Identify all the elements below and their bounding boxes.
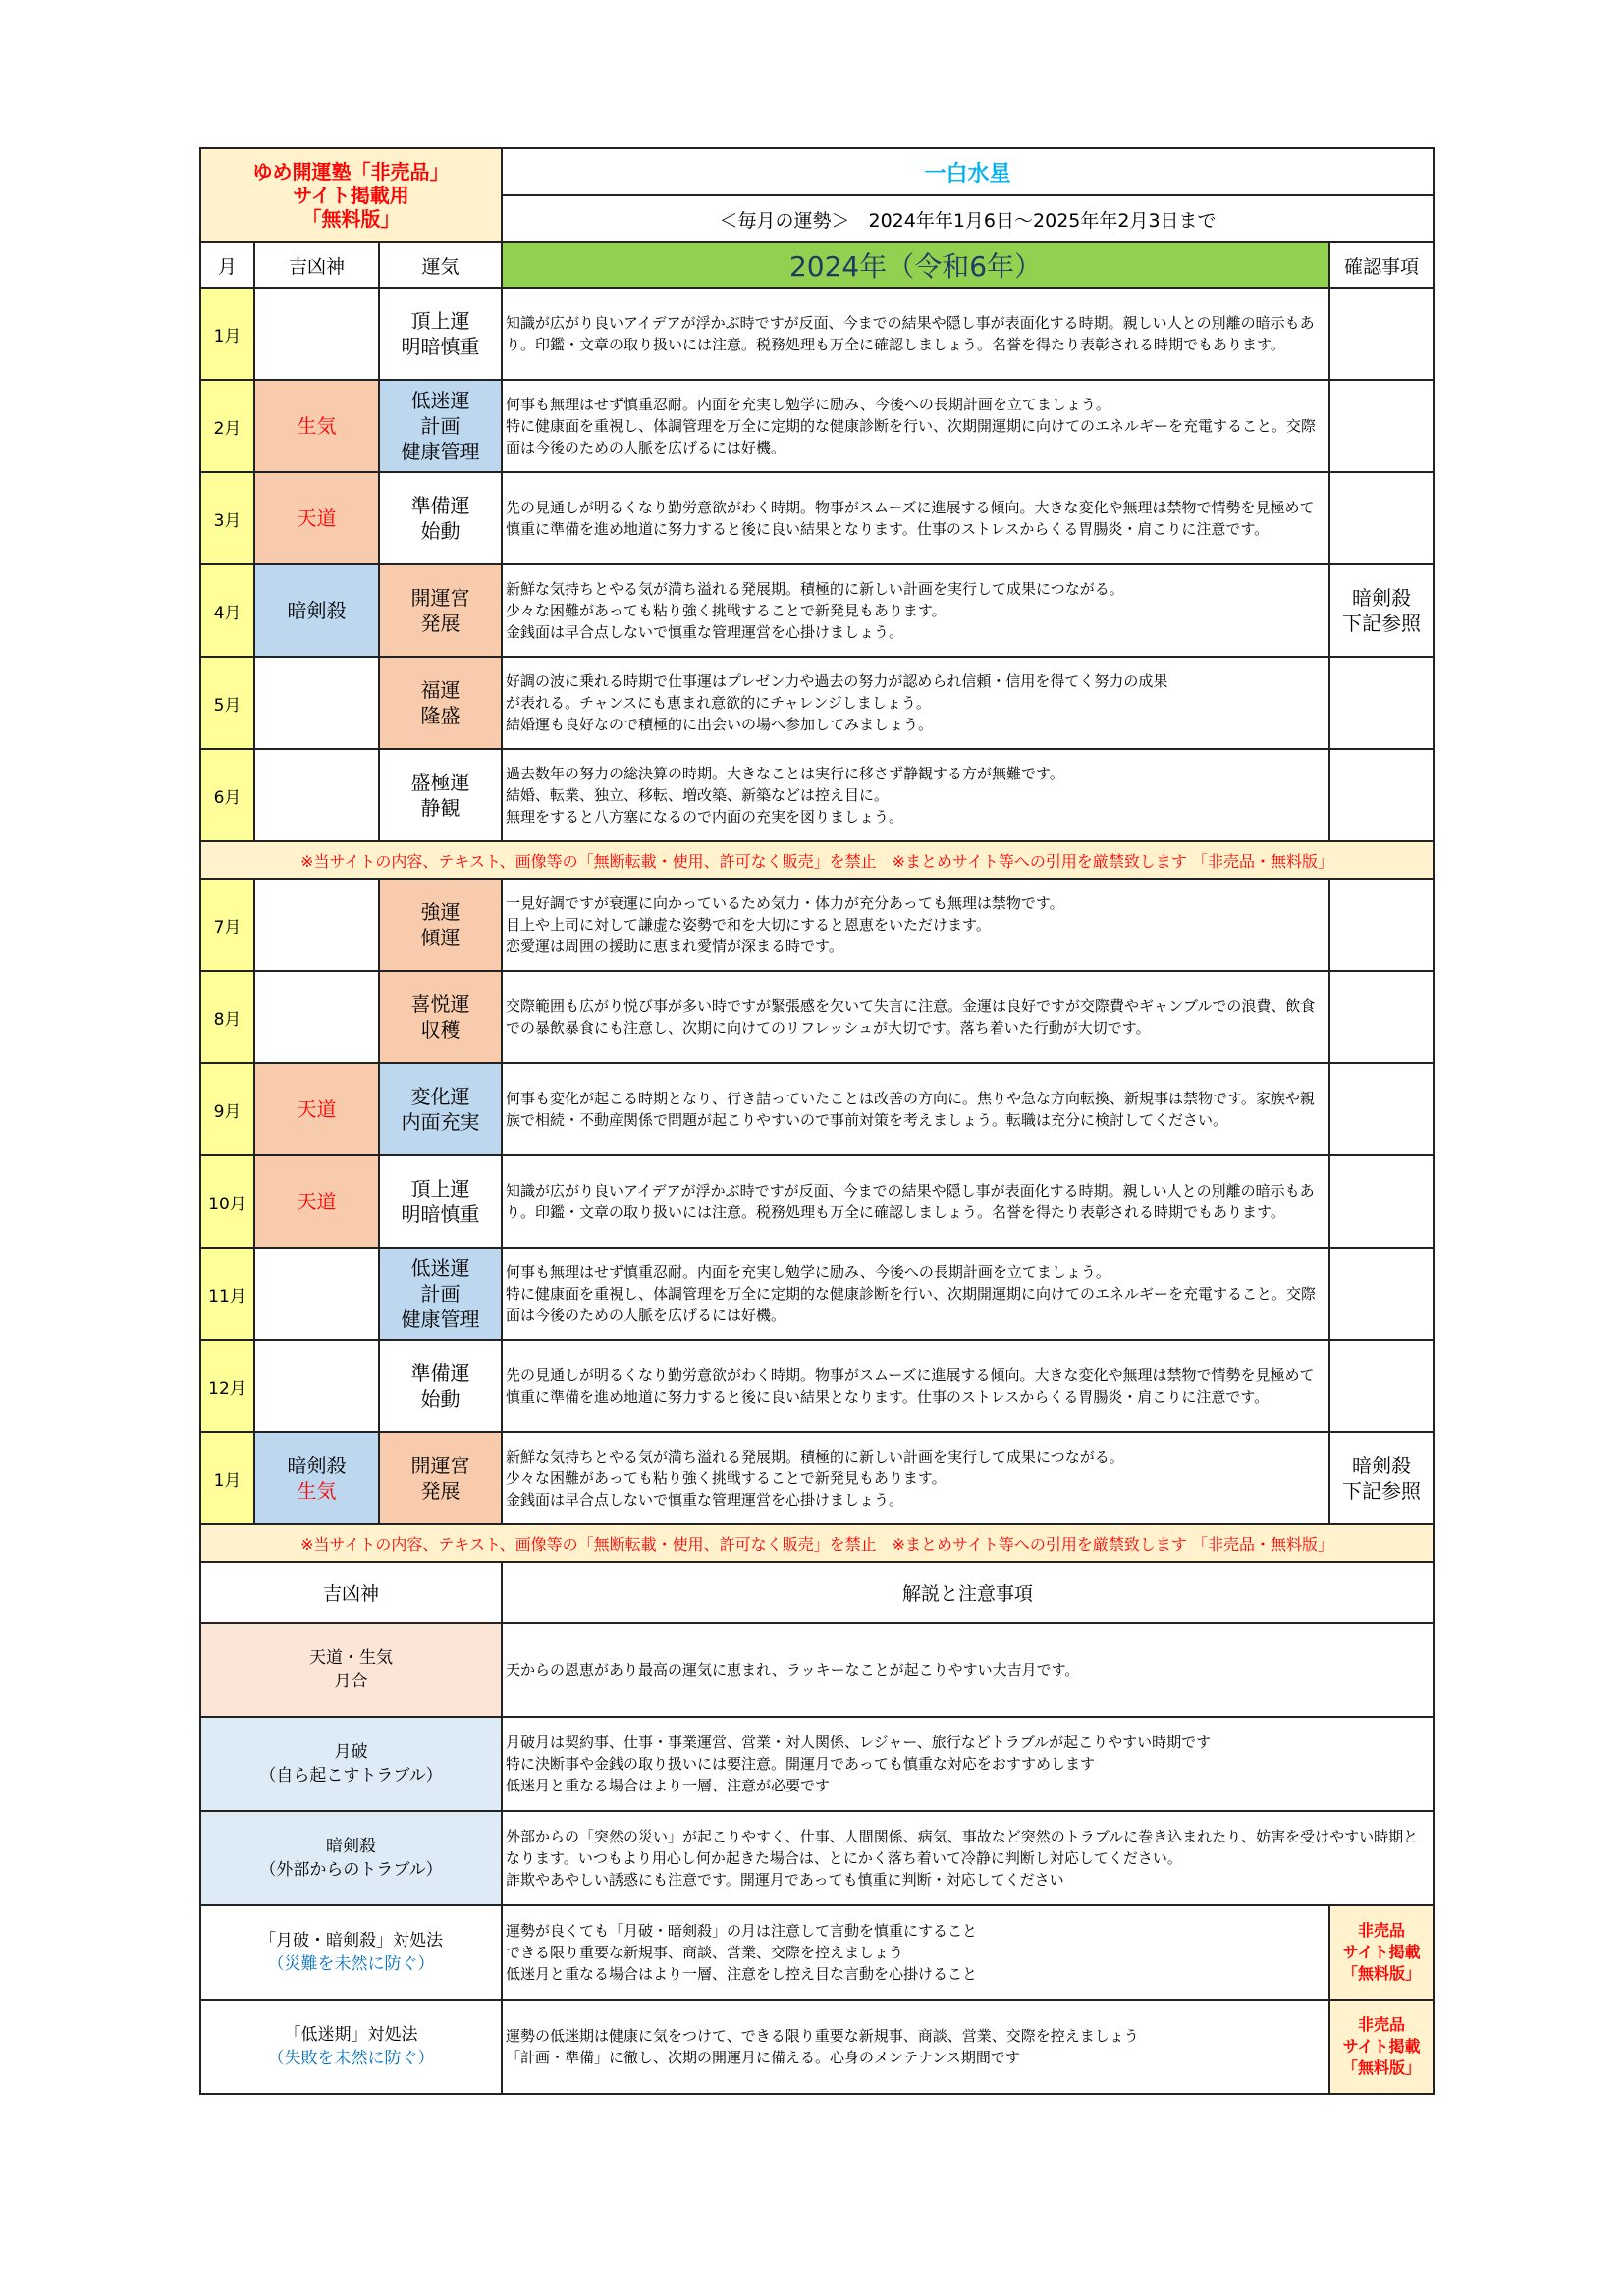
legend-description: 外部からの「突然の災い」が起こりやすく、仕事、人間関係、病気、事故など突然のトラブルに巻き込まれたり、妨害を受けやすい時期となります。いつもより用心し何か起きた場合は、とにかく落ち着いて冷静に判断し対応してください。 詐欺やあやしい誘惑にも注意です。開運月であっても慎重に判断・対応してください (502, 1811, 1434, 1905)
month-cell: 9月 (200, 1063, 254, 1155)
month-row (200, 288, 1434, 380)
legend-header-row (200, 1562, 1434, 1623)
description-cell: 先の見通しが明るくなり勤労意欲がわく時期。物事がスムーズに進展する傾向。大きな変化や無理は禁物で情勢を見極めて慎重に準備を進め地道に努力すると後に良い結果となります。仕事のストレスからくる胃腸炎・肩こりに注意です。 (502, 472, 1329, 564)
unki-cell: 変化運 内面充実 (379, 1063, 502, 1155)
kikkyo-label: 天道 (297, 1190, 337, 1213)
free-edition-stamp: 非売品 サイト掲載 「無料版」 (1329, 2000, 1434, 2094)
unki-cell: 頂上運 明暗慎重 (379, 288, 502, 380)
year-header: 2024年（令和6年） (502, 242, 1329, 288)
copyright-notice: ※当サイトの内容、テキスト、画像等の「無断転載・使用、許可なく販売」を禁止 ※まとめサイト等への引用を厳禁致します 「非売品・無料版」 (200, 841, 1434, 879)
column-header-month: 月 (200, 242, 254, 288)
month-cell: 11月 (200, 1248, 254, 1340)
kikkyo-label: 天道 (297, 507, 337, 530)
legend-label: 天道・生気 月合 (309, 1648, 393, 1691)
unki-cell: 準備運 始動 (379, 1340, 502, 1432)
kikkyo-cell (254, 749, 379, 841)
legend-label: 暗剣殺 （外部からのトラブル） (259, 1837, 443, 1880)
kikkyo-label: 暗剣殺 (287, 1454, 347, 1477)
unki-cell: 開運宮 発展 (379, 564, 502, 657)
legend-sublabel: （災難を未然に防ぐ） (267, 1954, 435, 1974)
month-row (200, 879, 1434, 971)
month-row (200, 472, 1434, 564)
month-row (200, 657, 1434, 749)
legend-label-cell (200, 1717, 502, 1811)
legend-sublabel: （失敗を未然に防ぐ） (267, 2049, 435, 2068)
month-row (200, 1432, 1434, 1524)
column-header-unki: 運気 (379, 242, 502, 288)
month-row (200, 1248, 1434, 1340)
description-cell: 一見好調ですが衰運に向かっているため気力・体力が充分あっても無理は禁物です。 目上や上司に対して謙虚な姿勢で和を大切にすると恩恵をいただけます。 恋愛運は周囲の援助に恵まれ愛情が深まる時です。 (502, 879, 1329, 971)
confirm-cell (1329, 749, 1434, 841)
legend-description: 月破月は契約事、仕事・事業運営、営業・対人関係、レジャー、旅行などトラブルが起こりやすい時期です 特に決断事や金銭の取り扱いには要注意。開運月であっても慎重な対応をおすすめします 低迷月と重なる場合はより一層、注意が必要です (502, 1717, 1434, 1811)
legend-label: 「低迷期」対処法 (284, 2025, 418, 2045)
confirm-cell (1329, 1340, 1434, 1432)
legend-row (200, 2000, 1434, 2094)
legend-description: 天からの恩恵があり最高の運気に恵まれ、ラッキーなことが起こりやすい大吉月です。 (502, 1623, 1434, 1717)
legend-header-kikkyo: 吉凶神 (200, 1562, 502, 1623)
month-cell: 12月 (200, 1340, 254, 1432)
month-cell: 5月 (200, 657, 254, 749)
kikkyo-cell (254, 1063, 379, 1155)
kikkyo-cell (254, 288, 379, 380)
month-cell: 1月 (200, 288, 254, 380)
legend-label-cell (200, 1905, 502, 2000)
legend-row (200, 1623, 1434, 1717)
copyright-notice: ※当サイトの内容、テキスト、画像等の「無断転載・使用、許可なく販売」を禁止 ※まとめサイト等への引用を厳禁致します 「非売品・無料版」 (200, 1524, 1434, 1562)
description-cell: 何事も無理はせず慎重忍耐。内面を充実し勉学に励み、今後への長期計画を立てましょう。 特に健康面を重視し、体調管理を万全に定期的な健康診断を行い、次期開運期に向けてのエネルギーを充電すること。交際面は今後のための人脈を広げるには好機。 (502, 1248, 1329, 1340)
month-row (200, 380, 1434, 472)
month-row (200, 1340, 1434, 1432)
kikkyo-cell (254, 472, 379, 564)
kikkyo-label: 生気 (297, 414, 337, 438)
description-cell: 知識が広がり良いアイデアが浮かぶ時ですが反面、今までの結果や隠し事が表面化する時期。親しい人との別離の暗示もあり。印鑑・文章の取り扱いには注意。税務処理も万全に確認しましょう。名誉を得たり表彰される時期でもあります。 (502, 1155, 1329, 1248)
star-title: 一白水星 (502, 148, 1434, 195)
legend-label: 「月破・暗剣殺」対処法 (259, 1931, 443, 1950)
legend-row (200, 1905, 1434, 2000)
confirm-cell (1329, 971, 1434, 1063)
description-cell: 何事も変化が起こる時期となり、行き詰っていたことは改善の方向に。焦りや急な方向転換、新規事は禁物です。家族や親族で相続・不動産関係で問題が起こりやすいので事前対策を考えましょう。転職は充分に検討してください。 (502, 1063, 1329, 1155)
notice-row (200, 1524, 1434, 1562)
description-cell: 知識が広がり良いアイデアが浮かぶ時ですが反面、今までの結果や隠し事が表面化する時期。親しい人との別離の暗示もあり。印鑑・文章の取り扱いには注意。税務処理も万全に確認しましょう。名誉を得たり表彰される時期でもあります。 (502, 288, 1329, 380)
period-subtitle: ＜毎月の運勢＞ 2024年年1月6日～2025年年2月3日まで (502, 195, 1434, 242)
unki-cell: 盛極運 静観 (379, 749, 502, 841)
month-row (200, 1155, 1434, 1248)
column-header-kikkyo: 吉凶神 (254, 242, 379, 288)
legend-label-cell (200, 2000, 502, 2094)
legend-row (200, 1811, 1434, 1905)
kikkyo-label: 暗剣殺 (287, 599, 347, 622)
kikkyo-label: 生気 (297, 1479, 337, 1503)
confirm-cell (1329, 657, 1434, 749)
kikkyo-cell (254, 879, 379, 971)
unki-cell: 準備運 始動 (379, 472, 502, 564)
unki-cell: 低迷運 計画 健康管理 (379, 1248, 502, 1340)
month-cell: 2月 (200, 380, 254, 472)
notice-row (200, 841, 1434, 879)
free-edition-stamp: 非売品 サイト掲載 「無料版」 (1329, 1905, 1434, 2000)
confirm-cell: 暗剣殺 下記参照 (1329, 1432, 1434, 1524)
unki-cell: 低迷運 計画 健康管理 (379, 380, 502, 472)
description-cell: 新鮮な気持ちとやる気が満ち溢れる発展期。積極的に新しい計画を実行して成果につながる。 少々な困難があっても粘り強く挑戦することで新発見もあります。 金銭面は早合点しないで慎重な管理運営を心掛けましょう。 (502, 564, 1329, 657)
month-cell: 3月 (200, 472, 254, 564)
unki-cell: 強運 傾運 (379, 879, 502, 971)
month-cell: 4月 (200, 564, 254, 657)
confirm-cell (1329, 380, 1434, 472)
unki-cell: 福運 隆盛 (379, 657, 502, 749)
month-row (200, 1063, 1434, 1155)
kikkyo-label: 天道 (297, 1097, 337, 1121)
confirm-cell (1329, 288, 1434, 380)
description-cell: 好調の波に乗れる時期で仕事運はプレゼン力や過去の努力が認められ信頼・信用を得てく努力の成果 が表れる。チャンスにも恵まれ意欲的にチャレンジしましょう。 結婚運も良好なので積極的に出会いの場へ参加してみましょう。 (502, 657, 1329, 749)
kikkyo-cell (254, 564, 379, 657)
legend-label-cell (200, 1623, 502, 1717)
description-cell: 交際範囲も広がり悦び事が多い時ですが緊張感を欠いて失言に注意。金運は良好ですが交際費やギャンブルでの浪費、飲食での暴飲暴食にも注意し、次期に向けてのリフレッシュが大切です。落ち着いた行動が大切です。 (502, 971, 1329, 1063)
unki-cell: 喜悦運 収穫 (379, 971, 502, 1063)
kikkyo-cell (254, 1248, 379, 1340)
month-row (200, 971, 1434, 1063)
kikkyo-cell (254, 1155, 379, 1248)
legend-row (200, 1717, 1434, 1811)
kikkyo-cell (254, 657, 379, 749)
description-cell: 新鮮な気持ちとやる気が満ち溢れる発展期。積極的に新しい計画を実行して成果につながる。 少々な困難があっても粘り強く挑戦することで新発見もあります。 金銭面は早合点しないで慎重な管理運営を心掛けましょう。 (502, 1432, 1329, 1524)
legend-description: 運勢が良くても「月破・暗剣殺」の月は注意して言動を慎重にすること できる限り重要な新規事、商談、営業、交際を控えましょう 低迷月と重なる場合はより一層、注意をし控え目な言動を心掛けること (502, 1905, 1329, 2000)
fortune-table (199, 147, 1435, 2095)
month-cell: 6月 (200, 749, 254, 841)
unki-cell: 頂上運 明暗慎重 (379, 1155, 502, 1248)
confirm-cell (1329, 472, 1434, 564)
kikkyo-cell (254, 971, 379, 1063)
confirm-cell (1329, 1063, 1434, 1155)
column-header-confirm: 確認事項 (1329, 242, 1434, 288)
legend-label-cell (200, 1811, 502, 1905)
confirm-cell (1329, 1155, 1434, 1248)
legend-description: 運勢の低迷期は健康に気をつけて、できる限り重要な新規事、商談、営業、交際を控えましょう 「計画・準備」に徹し、次期の開運月に備える。心身のメンテナンス期間です (502, 2000, 1329, 2094)
kikkyo-cell (254, 1432, 379, 1524)
confirm-cell (1329, 1248, 1434, 1340)
confirm-cell (1329, 879, 1434, 971)
free-edition-badge: ゆめ開運塾「非売品」 サイト掲載用 「無料版」 (200, 148, 502, 242)
month-cell: 1月 (200, 1432, 254, 1524)
legend-header-explanation: 解説と注意事項 (502, 1562, 1434, 1623)
description-cell: 先の見通しが明るくなり勤労意欲がわく時期。物事がスムーズに進展する傾向。大きな変化や無理は禁物で情勢を見極めて慎重に準備を進め地道に努力すると後に良い結果となります。仕事のストレスからくる胃腸炎・肩こりに注意です。 (502, 1340, 1329, 1432)
kikkyo-cell (254, 380, 379, 472)
unki-cell: 開運宮 発展 (379, 1432, 502, 1524)
kikkyo-cell (254, 1340, 379, 1432)
legend-label: 月破 （自ら起こすトラブル） (259, 1742, 443, 1786)
month-cell: 10月 (200, 1155, 254, 1248)
confirm-cell: 暗剣殺 下記参照 (1329, 564, 1434, 657)
description-cell: 過去数年の努力の総決算の時期。大きなことは実行に移さず静観する方が無難です。 結婚、転業、独立、移転、増改築、新築などは控え目に。 無理をすると八方塞になるので内面の充実を図りましょう。 (502, 749, 1329, 841)
month-cell: 7月 (200, 879, 254, 971)
month-row (200, 564, 1434, 657)
month-row (200, 749, 1434, 841)
description-cell: 何事も無理はせず慎重忍耐。内面を充実し勉学に励み、今後への長期計画を立てましょう。 特に健康面を重視し、体調管理を万全に定期的な健康診断を行い、次期開運期に向けてのエネルギーを充電すること。交際面は今後のための人脈を広げるには好機。 (502, 380, 1329, 472)
month-cell: 8月 (200, 971, 254, 1063)
